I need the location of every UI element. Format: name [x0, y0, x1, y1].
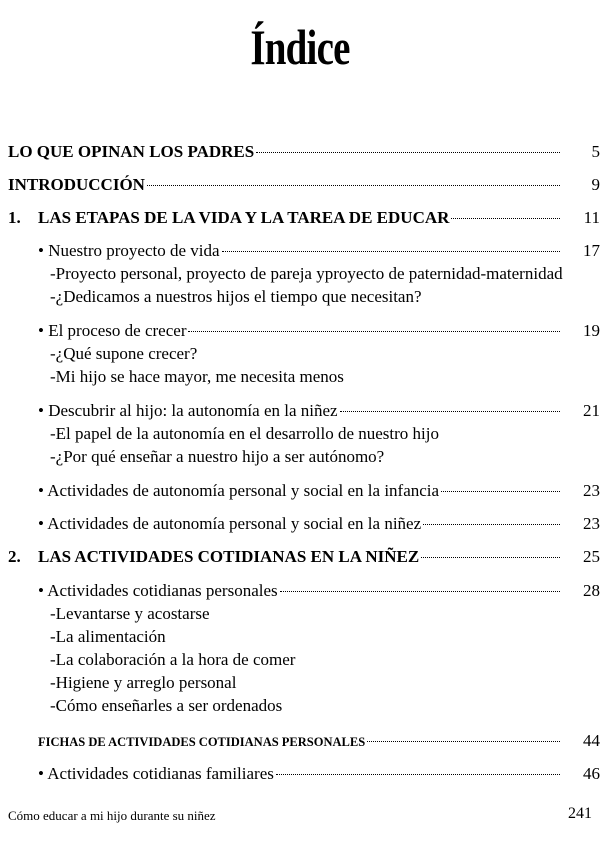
- toc-label: • Actividades cotidianas personales: [38, 581, 278, 600]
- toc-label: • Nuestro proyecto de vida: [38, 241, 220, 260]
- toc-entry-cotidianas-familiares[interactable]: [0, 763, 600, 785]
- toc-entry-crecer[interactable]: [0, 320, 600, 342]
- dot-leader: [423, 524, 560, 525]
- toc-entry-proyecto[interactable]: [0, 240, 600, 262]
- dot-leader: [280, 591, 560, 592]
- toc-page: 5: [591, 142, 600, 161]
- toc-entry-introduccion[interactable]: [0, 174, 600, 196]
- toc-page: 17: [583, 241, 600, 260]
- toc-entry-descubrir[interactable]: [0, 400, 600, 422]
- toc-label: INTRODUCCIÓN: [8, 175, 145, 194]
- toc-subentry: -¿Dedicamos a nuestros hijos el tiempo que necesitan?: [50, 287, 422, 306]
- dot-leader: [276, 774, 560, 775]
- toc-label: LO QUE OPINAN LOS PADRES: [8, 142, 255, 161]
- dot-leader: [421, 557, 560, 558]
- toc-subentry: -Cómo enseñarles a ser ordenados: [50, 696, 283, 715]
- toc-label: • Descubrir al hijo: la autonomía en la niñez: [38, 401, 338, 420]
- toc-subentry: -Mi hijo se hace mayor, me necesita menos: [50, 367, 344, 386]
- toc-page: 28: [583, 581, 600, 600]
- toc-entry-chapter-2[interactable]: [0, 546, 600, 568]
- toc-entry-chapter-1[interactable]: [0, 207, 600, 229]
- toc-subentry: -¿Por qué enseñar a nuestro hijo a ser autónomo?: [50, 447, 385, 466]
- dot-leader: [340, 411, 560, 412]
- dot-leader: [441, 491, 560, 492]
- toc-label: • Actividades de autonomía personal y social en la niñez: [38, 514, 422, 533]
- toc-entry-actividades-infancia[interactable]: [0, 480, 600, 502]
- toc-label: • Actividades de autonomía personal y social en la infancia: [38, 481, 440, 500]
- footer-book-title: Cómo educar a mi hijo durante su niñez: [8, 808, 216, 823]
- toc-label: LAS ACTIVIDADES COTIDIANAS EN LA NIÑEZ: [38, 547, 420, 566]
- chapter-number: 1.: [8, 208, 21, 227]
- dot-leader: [367, 741, 560, 742]
- toc-subentry: -El papel de la autonomía en el desarrollo de nuestro hijo: [50, 424, 439, 443]
- toc-entry-actividades-ninez[interactable]: [0, 513, 600, 535]
- toc-subentry: -Higiene y arreglo personal: [50, 673, 237, 692]
- toc-page: 25: [583, 547, 600, 566]
- toc-subentry: -¿Qué supone crecer?: [50, 344, 198, 363]
- page-title: Índice: [250, 19, 350, 75]
- toc-page: 46: [583, 764, 600, 783]
- toc-subentry: -Proyecto personal, proyecto de pareja yproyecto de paternidad-maternidad: [50, 264, 563, 283]
- toc-subentry: -La colaboración a la hora de comer: [50, 650, 296, 669]
- footer-page-number: 241: [568, 805, 592, 822]
- dot-leader: [147, 185, 560, 186]
- toc-page: 11: [583, 208, 600, 227]
- toc-page: 19: [583, 321, 600, 340]
- toc-label: FICHAS DE ACTIVIDADES COTIDIANAS PERSONALES: [38, 735, 366, 749]
- toc-label: • El proceso de crecer: [38, 321, 187, 340]
- dot-leader: [451, 218, 560, 219]
- toc-entry-padres[interactable]: [0, 141, 600, 163]
- toc-subentry: -La alimentación: [50, 627, 166, 646]
- toc-page: 44: [583, 731, 600, 750]
- toc-page: 23: [583, 514, 600, 533]
- toc-page: 23: [583, 481, 600, 500]
- toc-page: 21: [583, 401, 600, 420]
- toc-entry-fichas[interactable]: [0, 730, 600, 752]
- dot-leader: [188, 331, 560, 332]
- toc-entry-cotidianas-personales[interactable]: [0, 580, 600, 602]
- toc-label: LAS ETAPAS DE LA VIDA Y LA TAREA DE EDUCAR: [38, 208, 450, 227]
- dot-leader: [256, 152, 560, 153]
- toc-subentry: -Levantarse y acostarse: [50, 604, 210, 623]
- toc-label: • Actividades cotidianas familiares: [38, 764, 274, 783]
- chapter-number: 2.: [8, 547, 21, 566]
- dot-leader: [222, 251, 560, 252]
- toc-page: 9: [591, 175, 600, 194]
